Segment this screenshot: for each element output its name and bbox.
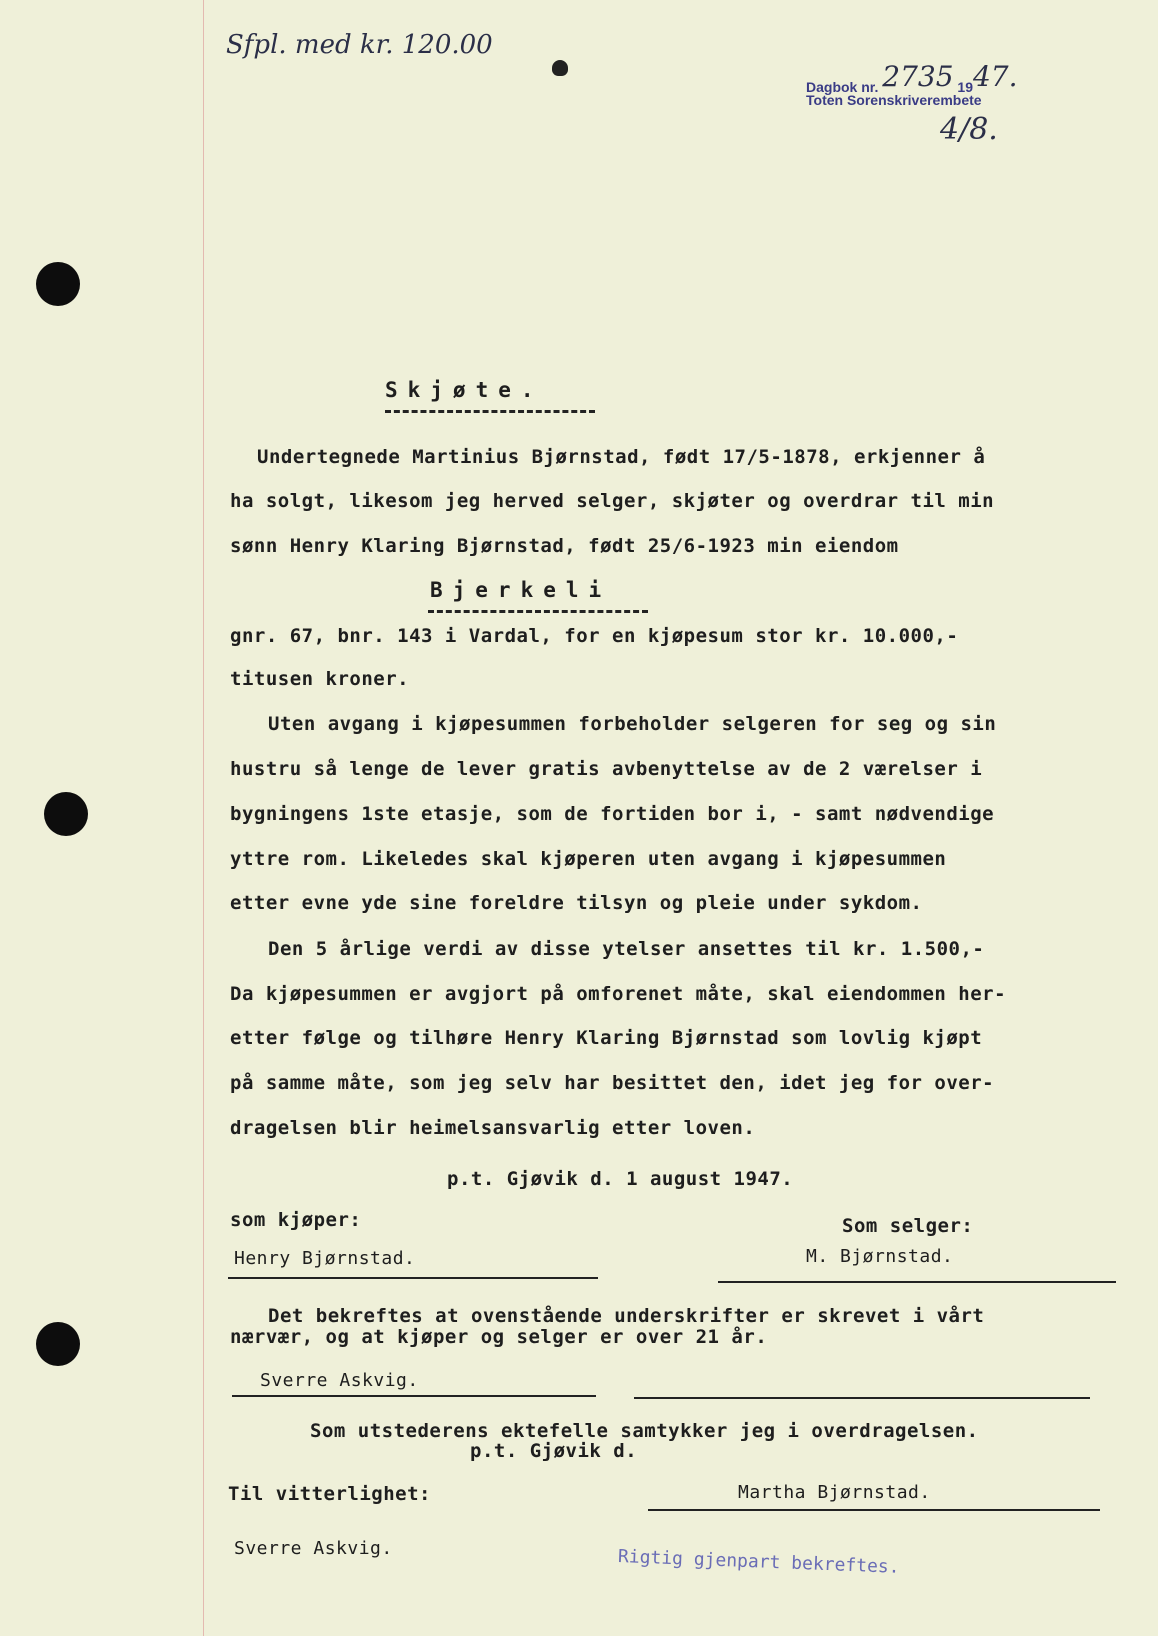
margin-line — [203, 0, 204, 1636]
body-line: dragelsen blir heimelsansvarlig etter loven. — [230, 1117, 756, 1139]
body-line: etter følge og tilhøre Henry Klaring Bjørnstad som lovlig kjøpt — [230, 1027, 983, 1049]
spouse-signature-line — [648, 1509, 1100, 1511]
place-date: p.t. Gjøvik d. 1 august 1947. — [447, 1168, 794, 1190]
registry-stamp-line2: Toten Sorenskriverembete — [806, 92, 982, 108]
registry-stamp-line1: Dagbok nr. 2735 1947. — [806, 60, 1018, 95]
copy-certification-stamp: Rigtig gjenpart bekreftes. — [617, 1546, 900, 1578]
body-line: yttre rom. Likeledes skal kjøperen uten avgang i kjøpesummen — [230, 848, 947, 870]
witness-signature-line — [232, 1395, 596, 1397]
handwritten-year: 47. — [972, 60, 1018, 93]
body-line: hustru så lenge de lever gratis avbenyttelse av de 2 værelser i — [230, 758, 983, 780]
body-line: bygningens 1ste etasje, som de fortiden bor i, - samt nødvendige — [230, 803, 995, 825]
body-line: Den 5 årlige verdi av disse ytelser ansettes til kr. 1.500,- — [268, 938, 985, 960]
body-line: gnr. 67, bnr. 143 i Vardal, for en kjøpesum stor kr. 10.000,- — [230, 625, 959, 647]
property-name: Bjerkeli — [430, 578, 612, 602]
seller-label: Som selger: — [842, 1215, 974, 1237]
body-line: Da kjøpesummen er avgjort på omforenet måte, skal eiendommen her- — [230, 983, 1007, 1005]
ink-blot — [552, 60, 568, 76]
body-line: sønn Henry Klaring Bjørnstad, født 25/6-1923 min eiendom — [230, 535, 899, 557]
confirmation-line: nærvær, og at kjøper og selger er over 21 år. — [230, 1326, 768, 1348]
body-line: Uten avgang i kjøpesummen forbeholder selgeren for seg og sin — [268, 713, 997, 735]
confirmation-line: Det bekreftes at ovenstående underskrifter er skrevet i vårt — [268, 1305, 985, 1327]
buyer-label: som kjøper: — [230, 1209, 362, 1231]
handwritten-registry-number: 2735 — [882, 60, 954, 93]
body-line: ha solgt, likesom jeg herved selger, skjøter og overdrar til min — [230, 490, 995, 512]
second-witness-signature: Sverre Askvig. — [234, 1538, 393, 1559]
body-line: titusen kroner. — [230, 668, 410, 690]
seller-signature-line — [718, 1281, 1116, 1283]
witness-signature: Sverre Askvig. — [260, 1370, 419, 1391]
title-underline — [385, 410, 595, 413]
body-line: Undertegnede Martinius Bjørnstad, født 17/5-1878, erkjenner å — [257, 446, 986, 468]
seller-signature: M. Bjørnstad. — [806, 1246, 954, 1267]
property-underline — [428, 610, 648, 613]
punch-hole-bottom — [36, 1322, 80, 1366]
document-title: Skjøte. — [385, 378, 544, 402]
buyer-signature-line — [228, 1277, 598, 1279]
witness-label: Til vitterlighet: — [228, 1483, 431, 1505]
buyer-signature: Henry Bjørnstad. — [234, 1248, 416, 1269]
spouse-consent-line: Som utstederens ektefelle samtykker jeg i overdragelsen. — [310, 1420, 979, 1442]
spouse-signature: Martha Bjørnstad. — [738, 1482, 931, 1503]
punch-hole-middle — [44, 792, 88, 836]
punch-hole-top — [36, 262, 80, 306]
second-witness-signature-line — [634, 1397, 1090, 1399]
body-line: på samme måte, som jeg selv har besittet den, idet jeg for over- — [230, 1072, 995, 1094]
body-line: etter evne yde sine foreldre tilsyn og pleie under sykdom. — [230, 892, 923, 914]
spouse-consent-place: p.t. Gjøvik d. — [470, 1440, 638, 1462]
handwritten-fee-note: Sfpl. med kr. 120.00 — [226, 30, 493, 60]
handwritten-date: 4/8. — [940, 112, 998, 147]
